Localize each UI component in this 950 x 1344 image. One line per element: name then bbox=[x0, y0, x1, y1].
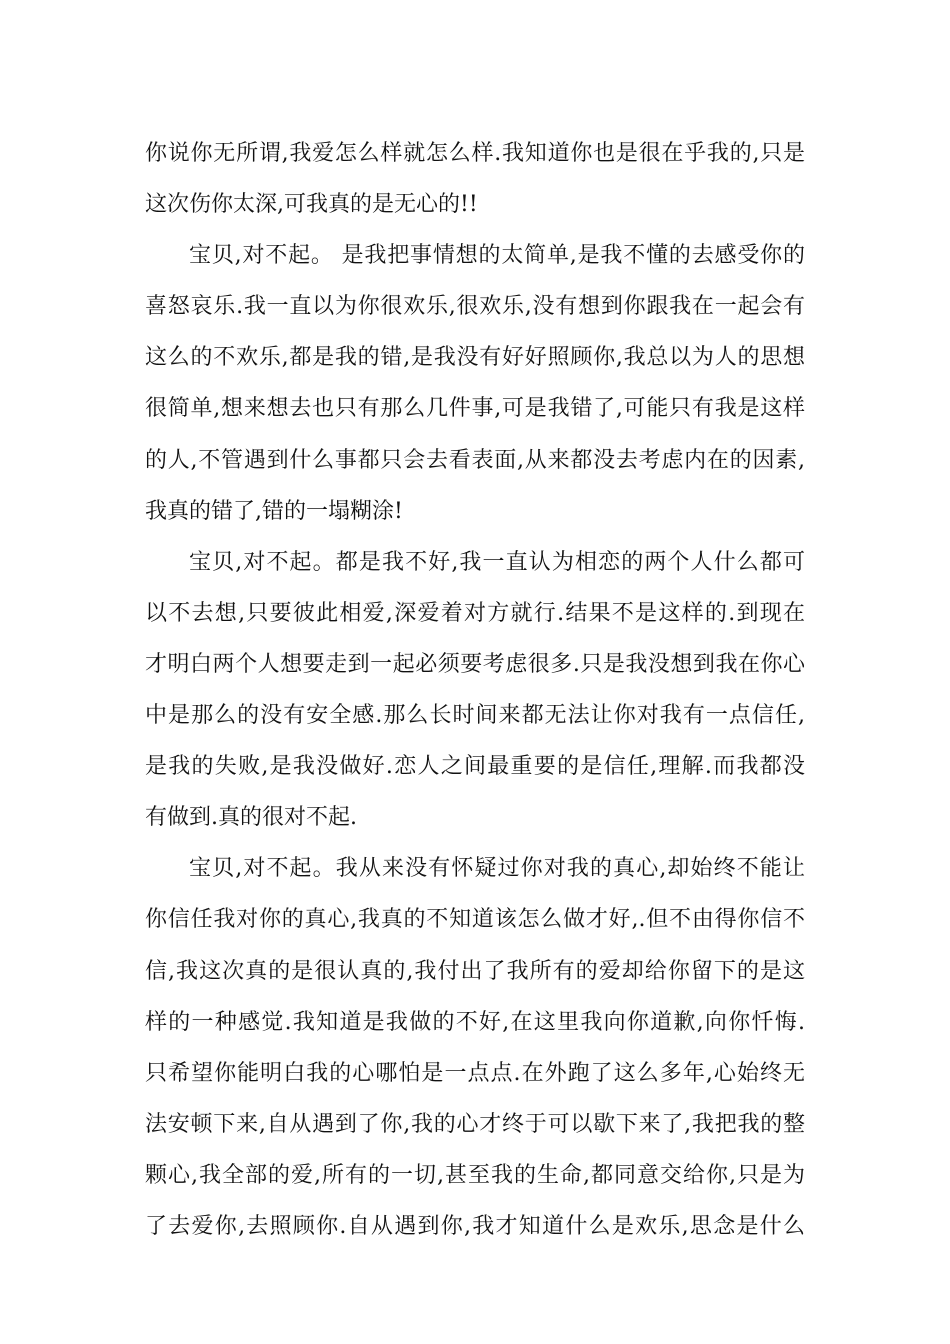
text-line: 以不去想,只要彼此相爱,深爱着对方就行.结果不是这样的.到现在 bbox=[145, 600, 805, 626]
text-line: 样的一种感觉.我知道是我做的不好,在这里我向你道歉,向你忏悔. bbox=[145, 1009, 805, 1035]
text-line: 的人,不管遇到什么事都只会去看表面,从来都没去考虑内在的因素, bbox=[145, 447, 805, 473]
text-line: 宝贝,对不起。我从来没有怀疑过你对我的真心,却始终不能让 bbox=[189, 856, 805, 882]
text-line: 只希望你能明白我的心哪怕是一点点.在外跑了这么多年,心始终无 bbox=[145, 1060, 805, 1086]
text-line: 这么的不欢乐,都是我的错,是我没有好好照顾你,我总以为人的思想 bbox=[145, 345, 805, 371]
text-line: 我真的错了,错的一塌糊涂! bbox=[145, 498, 403, 524]
text-line: 才明白两个人想要走到一起必须要考虑很多.只是我没想到我在你心 bbox=[145, 651, 805, 677]
text-line: 宝贝,对不起。都是我不好,我一直认为相恋的两个人什么都可 bbox=[189, 549, 805, 575]
text-line: 喜怒哀乐.我一直以为你很欢乐,很欢乐,没有想到你跟我在一起会有 bbox=[145, 294, 805, 320]
text-line: 你说你无所谓,我爱怎么样就怎么样.我知道你也是很在乎我的,只是 bbox=[145, 141, 805, 166]
text-line: 中是那么的没有安全感.那么长时间来都无法让你对我有一点信任, bbox=[145, 703, 805, 729]
text-line: 你信任我对你的真心,我真的不知道该怎么做才好,.但不由得你信不 bbox=[145, 907, 805, 933]
text-line: 了去爱你,去照顾你.自从遇到你,我才知道什么是欢乐,思念是什么 bbox=[145, 1213, 805, 1239]
text-line: 这次伤你太深,可我真的是无心的!! bbox=[145, 192, 478, 218]
text-line: 是我的失败,是我没做好.恋人之间最重要的是信任,理解.而我都没 bbox=[145, 754, 805, 780]
text-line: 法安顿下来,自从遇到了你,我的心才终于可以歇下来了,我把我的整 bbox=[145, 1111, 805, 1137]
text-line: 信,我这次真的是很认真的,我付出了我所有的爱却给你留下的是这 bbox=[145, 958, 805, 984]
text-line: 很简单,想来想去也只有那么几件事,可是我错了,可能只有我是这样 bbox=[145, 396, 805, 422]
text-line: 颗心,我全部的爱,所有的一切,甚至我的生命,都同意交给你,只是为 bbox=[145, 1162, 805, 1188]
text-line: 有做到.真的很对不起. bbox=[145, 805, 357, 831]
body-text bbox=[145, 128, 805, 1252]
text-line: 宝贝,对不起。 是我把事情想的太简单,是我不懂的去感受你的 bbox=[189, 243, 805, 269]
